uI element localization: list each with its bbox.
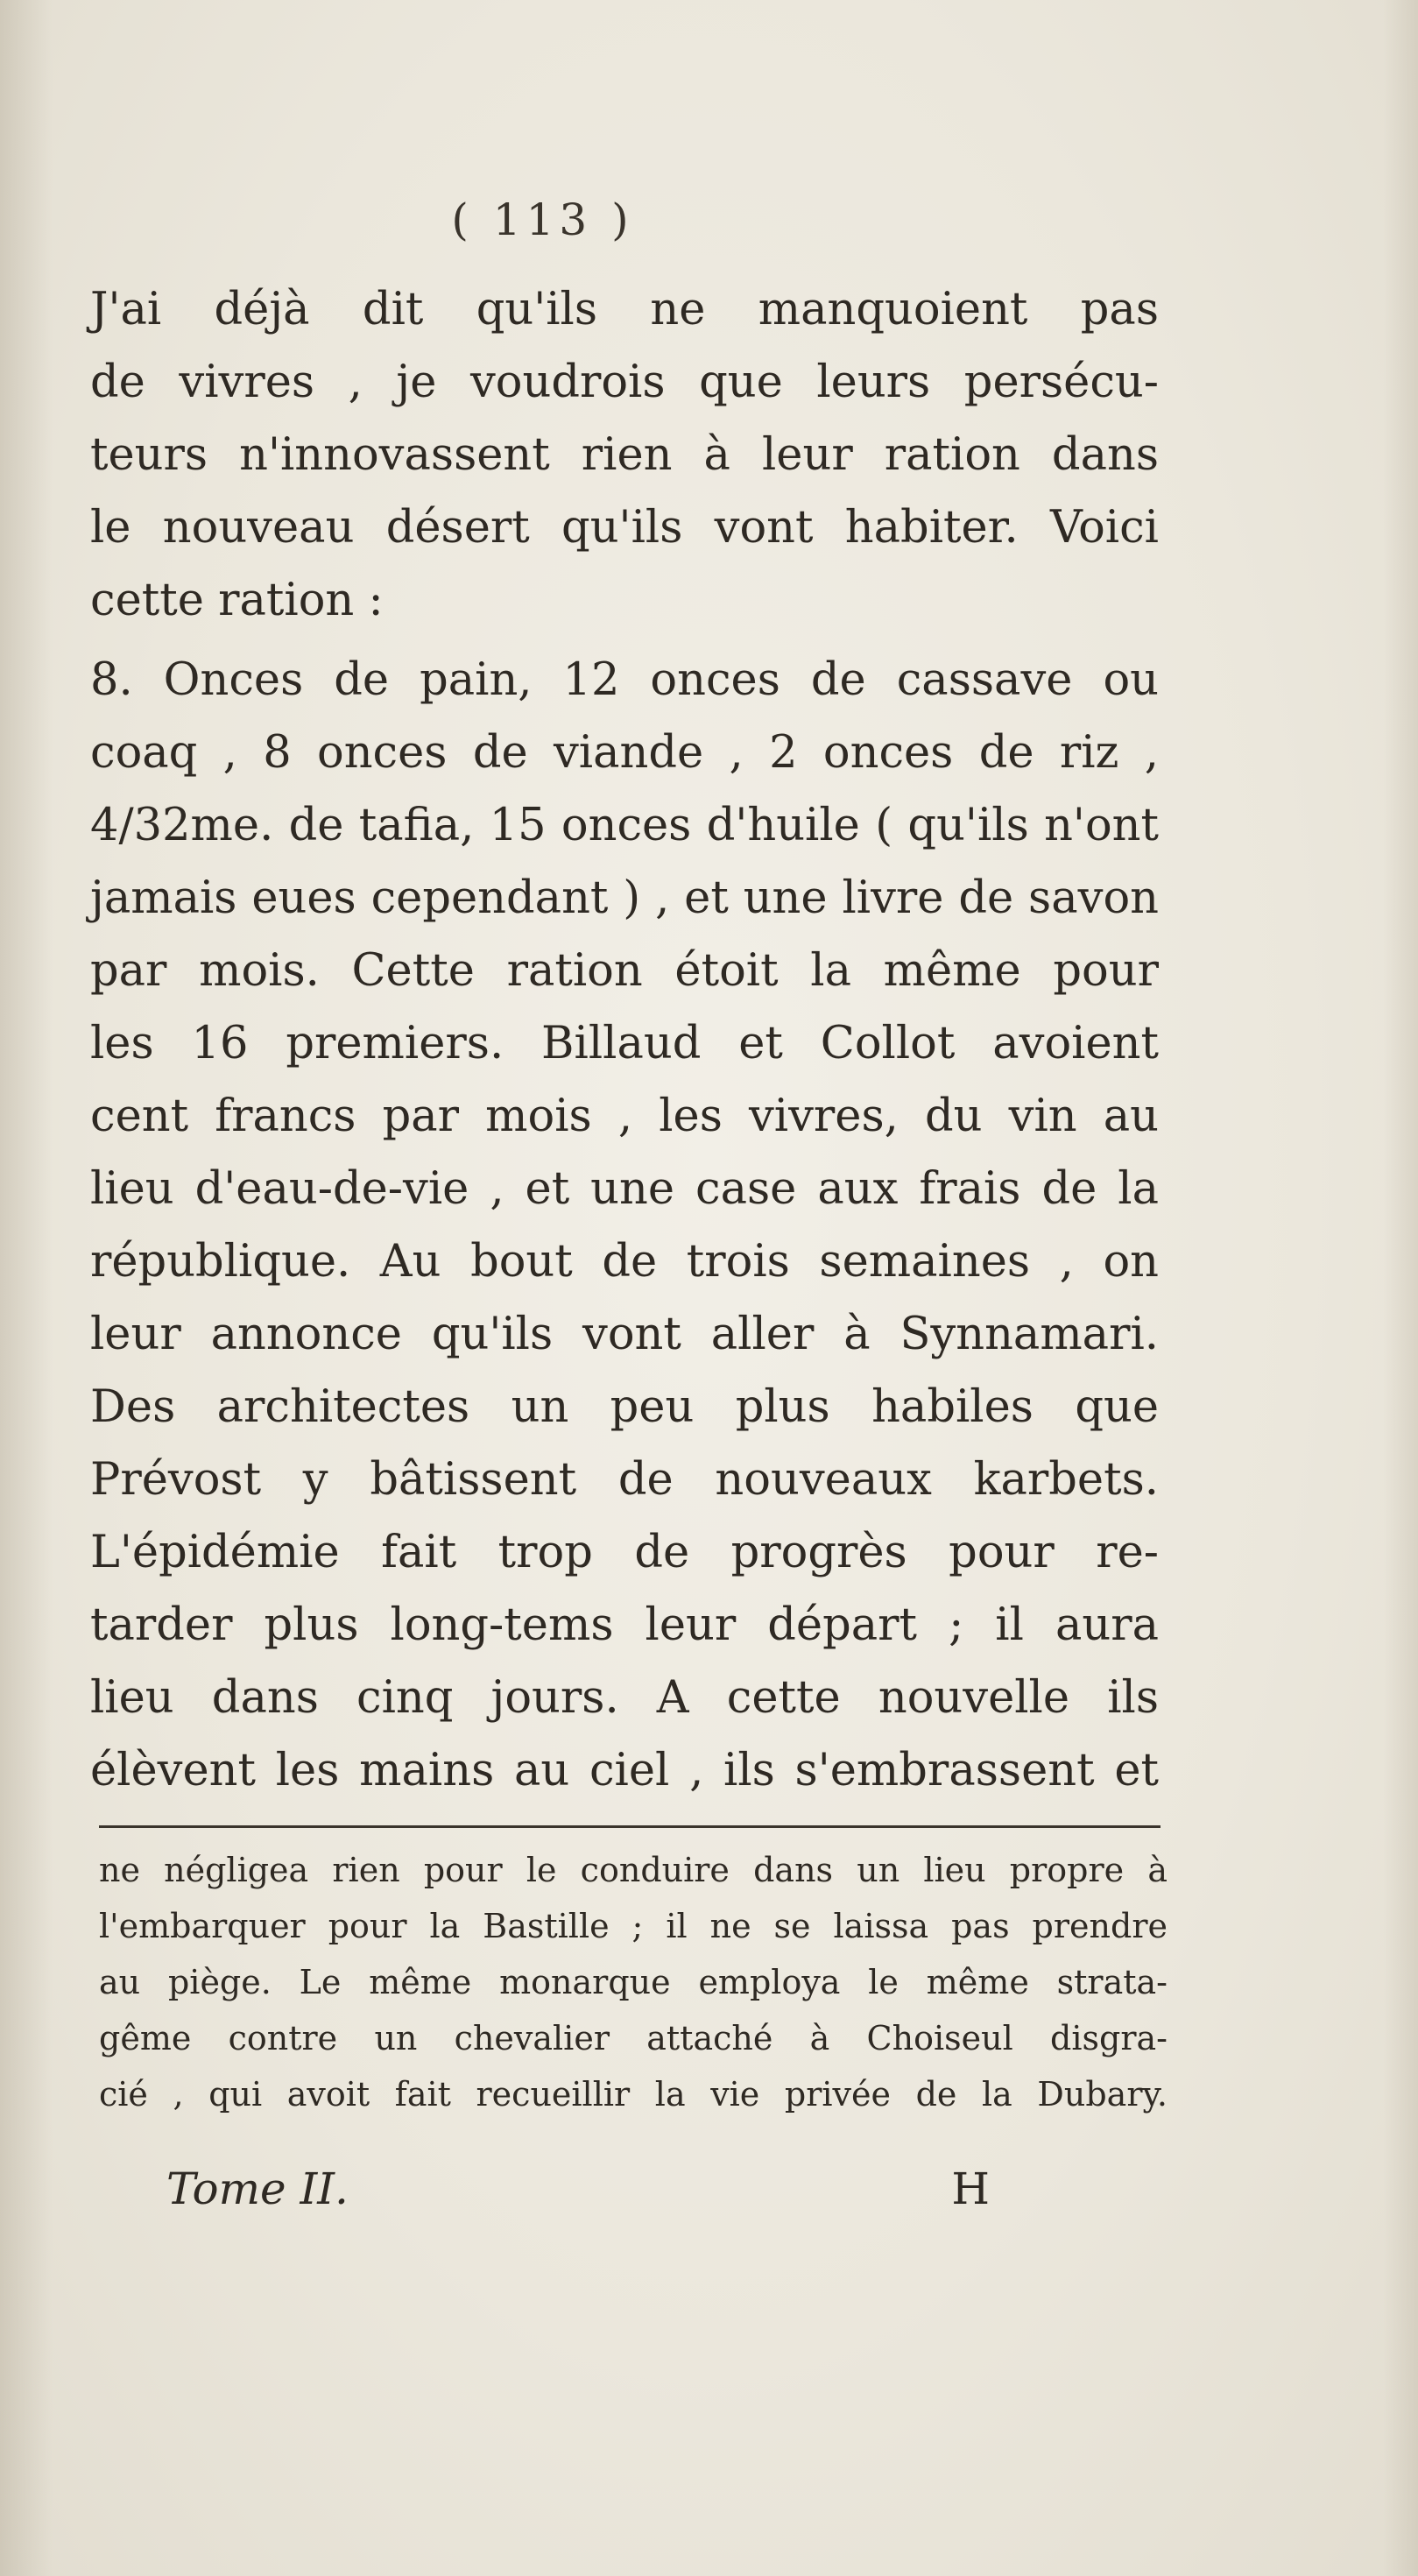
footnote bbox=[99, 1842, 1168, 2122]
footnote-line: cié , qui avoit fait recueillir la vie privée de la Dubary. bbox=[99, 2075, 1168, 2114]
body-line: Prévost y bâtissent de nouveaux karbets. bbox=[90, 1454, 1159, 1506]
body-line: par mois. Cette ration étoit la même pour bbox=[90, 945, 1159, 997]
body-line: J'ai déjà dit qu'ils ne manquoient pas bbox=[90, 284, 1159, 335]
body-line: coaq , 8 onces de viande , 2 onces de riz , bbox=[90, 727, 1159, 779]
tome-label: Tome II. bbox=[166, 2163, 349, 2214]
footnote-line: ne négligea rien pour le conduire dans un lieu propre à bbox=[99, 1851, 1168, 1889]
body-line: L'épidémie fait trop de progrès pour re- bbox=[90, 1527, 1159, 1578]
body-line: lieu dans cinq jours. A cette nouvelle ils bbox=[90, 1672, 1159, 1724]
body-text bbox=[90, 273, 1159, 1807]
body-line: Des architectes un peu plus habiles que bbox=[90, 1381, 1159, 1433]
body-line: république. Au bout de trois semaines , on bbox=[90, 1236, 1159, 1288]
body-line: lieu d'eau-de-vie , et une case aux frais de la bbox=[90, 1163, 1159, 1215]
page-number: ( 113 ) bbox=[451, 194, 634, 245]
body-line: cette ration : bbox=[90, 575, 384, 626]
body-line: leur annonce qu'ils vont aller à Synnamari. bbox=[90, 1309, 1159, 1360]
body-line: 4/32me. de tafia, 15 onces d'huile ( qu'ils n'ont bbox=[90, 800, 1159, 851]
page-edge-shadow-left bbox=[0, 0, 53, 2576]
footnote-line: l'embarquer pour la Bastille ; il ne se laissa pas prendre bbox=[99, 1907, 1168, 1945]
body-line: cent francs par mois , les vivres, du vin au bbox=[90, 1090, 1159, 1142]
footnote-rule bbox=[99, 1825, 1161, 1828]
body-line: teurs n'innovassent rien à leur ration dans bbox=[90, 429, 1159, 481]
body-line: de vivres , je voudrois que leurs persécu- bbox=[90, 356, 1159, 408]
page-edge-shadow-right bbox=[1383, 0, 1418, 2576]
body-line: tarder plus long-tems leur départ ; il aura bbox=[90, 1599, 1159, 1651]
signature-mark: H bbox=[951, 2163, 990, 2214]
page-footer bbox=[166, 2163, 990, 2225]
body-line: élèvent les mains au ciel , ils s'embrassent et bbox=[90, 1745, 1159, 1796]
body-line: jamais eues cependant ) , et une livre de savon bbox=[90, 872, 1159, 924]
footnote-line: gême contre un chevalier attaché à Choiseul disgra- bbox=[99, 2019, 1168, 2057]
body-line: les 16 premiers. Billaud et Collot avoient bbox=[90, 1018, 1159, 1069]
footnote-line: au piège. Le même monarque employa le même strata- bbox=[99, 1963, 1168, 2001]
body-line: 8. Onces de pain, 12 onces de cassave ou bbox=[90, 654, 1159, 706]
body-line: le nouveau désert qu'ils vont habiter. Voici bbox=[90, 502, 1159, 554]
